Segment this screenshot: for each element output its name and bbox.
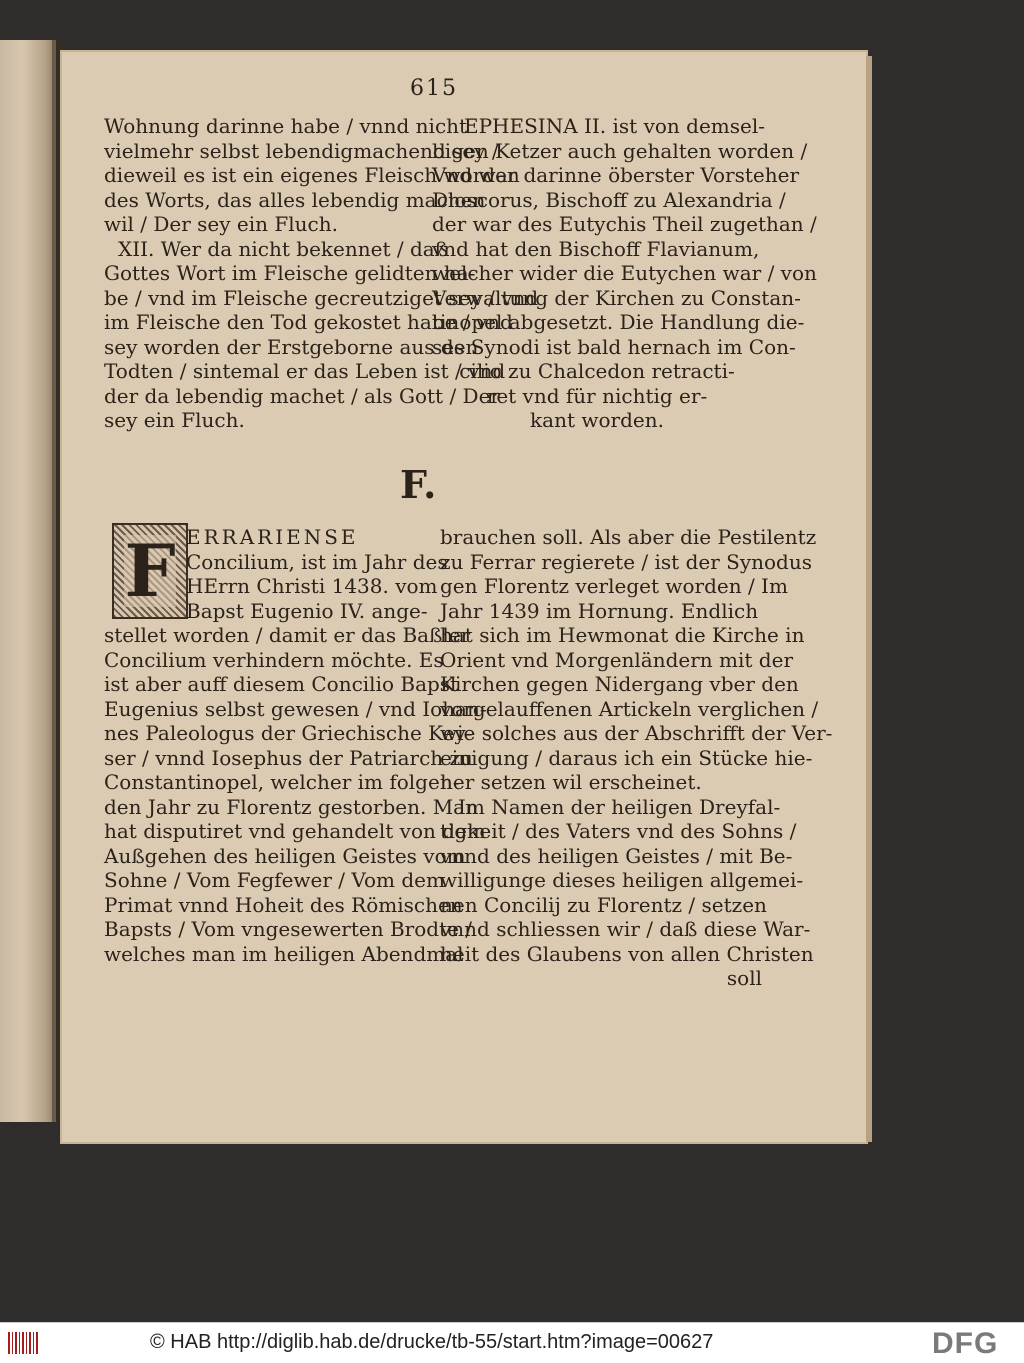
text-line: Constantinopel, welcher im folgen- (104, 770, 460, 794)
text-line: XII. Wer da nicht bekennet / daß (118, 236, 449, 261)
text-line: vorgelauffenen Artickeln verglichen / (440, 696, 819, 721)
text-line: Wohnung darinne habe / vnnd nicht (104, 114, 468, 138)
text-line: Concilium, ist im Jahr des (186, 549, 448, 574)
text-line: tigkeit / des Vaters vnd des Sohns / (440, 819, 797, 843)
text-line: der war des Eutychis Theil zugethan / (432, 212, 817, 236)
text-line: stellet worden / damit er das Baßler (104, 623, 471, 647)
text-line: den Jahr zu Florentz gestorben. Man (104, 794, 478, 819)
text-line: Sohne / Vom Fegfewer / Vom dem (104, 868, 445, 892)
text-line: nes Paleologus der Griechische Key- (104, 721, 473, 745)
text-line: kant worden. (530, 408, 664, 432)
text-line: tinopel abgesetzt. Die Handlung die- (432, 310, 805, 334)
text-line: hat sich im Hewmonat die Kirche in (440, 623, 805, 647)
bottom-left-column (104, 525, 487, 966)
text-line: vielmehr selbst lebendigmachend sey / (104, 138, 499, 163)
top-right-column (432, 114, 817, 433)
text-line: wie solches aus der Abschrifft der Ver- (440, 721, 833, 745)
text-line: zu Ferrar regierete / ist der Synodus (440, 549, 812, 574)
text-line: Kirchen gegen Nidergang vber den (440, 672, 799, 696)
text-line: heit des Glaubens von allen Christen (440, 941, 814, 966)
text-line: hat disputiret vnd gehandelt von dem (104, 819, 486, 843)
text-line: des Worts, das alles lebendig machen (104, 187, 486, 212)
bottom-right-column (440, 525, 833, 991)
text-line: Concilium verhindern möchte. Es (104, 647, 444, 672)
text-line: Jahr 1439 im Hornung. Endlich (440, 598, 759, 623)
previous-page-edge (0, 40, 56, 1122)
text-line: Bapsts / Vom vngesewerten Brodte / (104, 917, 473, 941)
text-line: ist aber auff diesem Concilio Bapst (104, 672, 459, 696)
text-line: ERRARIENSE (186, 525, 359, 549)
text-line: Todten / sintemal er das Leben ist / vnd (104, 359, 506, 383)
text-line: Vnd war darinne öberster Vorsteher (432, 163, 800, 187)
text-line: vnnd schliessen wir / daß diese War- (440, 917, 811, 941)
text-line: Primat vnnd Hoheit des Römischen (104, 892, 463, 917)
catchword: soll (726, 966, 762, 990)
text-line: im Fleische den Tod gekostet habe / vnd (104, 310, 513, 334)
section-letter-heading: F. (400, 462, 437, 507)
dfg-logo: DFG (932, 1327, 999, 1360)
page-edge (866, 56, 872, 1142)
text-line: welcher wider die Eutychen war / von (432, 261, 817, 285)
text-line: dieweil es ist ein eigenes Fleisch worden (104, 163, 520, 187)
viewer-footer (0, 1322, 1024, 1363)
copyright-link[interactable]: © HAB http://diglib.hab.de/drucke/tb-55/start.htm?image=00627 (150, 1331, 714, 1353)
initial-letter: F (124, 528, 176, 613)
text-line: vnnd des heiligen Geistes / mit Be- (440, 843, 793, 868)
text-line: bigen Ketzer auch gehalten worden / (432, 138, 808, 163)
text-line: her setzen wil erscheinet. (440, 770, 702, 794)
text-line: be / vnd im Fleische gecreutziget sey / vnd (104, 285, 539, 310)
text-line: Verwaltung der Kirchen zu Constan- (432, 285, 801, 310)
text-line: Gottes Wort im Fleische gelidten ha- (104, 261, 476, 285)
text-line: Außgehen des heiligen Geistes vom (104, 843, 466, 868)
text-line: ser / vnnd Iosephus der Patriarch zu (104, 745, 473, 770)
text-line: sey worden der Erstgeborne aus den (104, 334, 479, 359)
top-left-column (104, 114, 539, 433)
text-line: Eugenius selbst gewesen / vnd Iohan- (104, 696, 487, 721)
text-line: brauchen soll. Als aber die Pestilentz (440, 525, 817, 549)
text-line: Im Namen der heiligen Dreyfal- (458, 794, 781, 819)
text-line: vnd hat den Bischoff Flavianum, (432, 236, 760, 261)
text-line: ret vnd für nichtig er- (486, 383, 708, 408)
text-line: der da lebendig machet / als Gott / Der (104, 383, 500, 408)
text-line: nen Concilij zu Florentz / setzen (440, 892, 767, 917)
text-line: cilio zu Chalcedon retracti- (459, 359, 735, 383)
text-line: Bapst Eugenio IV. ange- (186, 598, 428, 623)
text-line: Orient vnd Morgenländern mit der (440, 647, 793, 672)
text-line: einigung / daraus ich ein Stücke hie- (440, 745, 813, 770)
barcode-icon (8, 1332, 38, 1354)
text-line: gen Florentz verleget worden / Im (440, 574, 788, 598)
text-line: welches man im heiligen Abendmal (104, 941, 464, 966)
page-number: 615 (410, 76, 458, 101)
text-line: willigunge dieses heiligen allgemei- (440, 868, 804, 892)
text-line: HErrn Christi 1438. vom (186, 574, 438, 598)
text-line: EPHESINA II. ist von demsel- (464, 114, 766, 138)
text-line: wil / Der sey ein Fluch. (104, 212, 338, 236)
text-line: Dioscorus, Bischoff zu Alexandria / (432, 187, 786, 212)
text-line: ses Synodi ist bald hernach im Con- (432, 334, 796, 359)
text-line: sey ein Fluch. (104, 408, 245, 432)
